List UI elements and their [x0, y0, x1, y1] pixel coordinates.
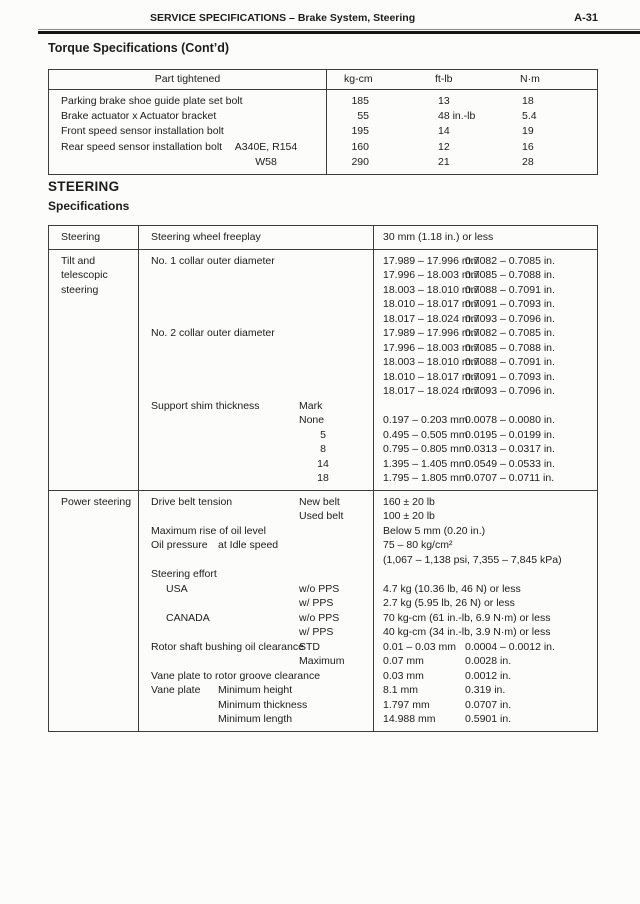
spec-value-inch: 0.319 in.: [465, 684, 506, 696]
spec-value: 40 kg-cm (34 in.-lb, 3.9 N·m) or less: [383, 626, 551, 638]
steering-spec-row: [139, 355, 597, 370]
steering-spec-row: [139, 384, 597, 399]
spec-condition-label: Mark: [299, 399, 323, 412]
steering-spec-row: [139, 312, 597, 327]
torque-value-kgcm: 185: [351, 95, 369, 107]
steering-spec-row: [139, 524, 597, 539]
spec-value-inch: 0.5901 in.: [465, 713, 512, 725]
spec-condition-label: w/ PPS: [299, 626, 334, 638]
steering-spec-row: [139, 654, 597, 669]
steering-spec-row: [139, 254, 597, 269]
steering-section-heading: STEERING: [48, 179, 120, 194]
spec-item-label: Maximum rise of oil level: [151, 524, 266, 537]
steering-spec-row: [139, 640, 597, 655]
header-rule: [38, 29, 640, 34]
spec-value-inch: 0.7093 – 0.7096 in.: [465, 312, 555, 325]
torque-value-kgcm: 55: [357, 110, 369, 123]
spec-value: Below 5 mm (0.20 in.): [383, 524, 486, 537]
spec-item-label: Rotor shaft bushing oil clearance: [151, 640, 304, 653]
steering-spec-row: [139, 509, 597, 524]
steering-spec-row: [139, 442, 597, 457]
spec-value: (1,067 – 1,138 psi, 7,355 – 7,845 kPa): [383, 553, 562, 566]
torque-col-part: Part tightened: [154, 73, 221, 85]
spec-value-inch: 0.0313 – 0.0317 in.: [465, 443, 555, 455]
spec-condition-label: Used belt: [299, 510, 344, 522]
steering-table: [48, 225, 598, 732]
spec-value-metric: 0.07 mm: [383, 655, 424, 667]
steering-spec-row: [139, 413, 597, 428]
steering-spec-row: [139, 297, 597, 312]
spec-value: 4.7 kg (10.36 lb, 46 N) or less: [383, 582, 521, 595]
spec-value-inch: 0.7082 – 0.7085 in.: [465, 254, 555, 267]
spec-condition-label: w/o PPS: [299, 611, 340, 624]
torque-value-kgcm: 160: [351, 140, 369, 153]
steering-category-cell: [49, 250, 139, 490]
page-number: A-31: [574, 12, 598, 24]
spec-item-label: No. 2 collar outer diameter: [151, 327, 275, 339]
steering-spec-row: [139, 611, 597, 626]
torque-variant-label: A340E, R154: [234, 140, 298, 153]
steering-spec-row: [139, 567, 597, 582]
header-rule-thin: [38, 29, 640, 30]
spec-value-inch: 0.7093 – 0.7096 in.: [465, 385, 555, 397]
steering-column-divider: [373, 250, 374, 490]
steering-spec-row: [139, 553, 597, 568]
torque-variant-label: W58: [255, 155, 277, 168]
spec-value-metric: 0.197 – 0.203 mm: [383, 414, 468, 426]
steering-spec-row: [139, 471, 597, 486]
spec-value-metric: 18.017 – 18.024 mm: [383, 385, 480, 397]
spec-value-inch: 0.7091 – 0.7093 in.: [465, 298, 555, 310]
spec-item-label: Drive belt tension: [151, 495, 233, 508]
spec-condition-label: Maximum: [299, 655, 345, 667]
spec-value-inch: 0.7091 – 0.7093 in.: [465, 370, 555, 383]
spec-value-inch: 0.0028 in.: [465, 655, 512, 667]
torque-table-row: [49, 109, 597, 124]
steering-spec-row: [139, 268, 597, 283]
spec-value-metric: 8.1 mm: [383, 684, 419, 696]
steering-column-divider: [373, 491, 374, 731]
torque-value-nm: 18: [522, 95, 534, 107]
steering-spec-row: [139, 495, 597, 510]
steering-group: [49, 490, 597, 731]
spec-value-metric: 0.795 – 0.805 mm: [383, 443, 468, 455]
spec-value-metric: 18.010 – 18.017 mm: [383, 370, 480, 383]
steering-spec-row: [139, 370, 597, 385]
specifications-subheading: Specifications: [48, 199, 130, 213]
spec-value-metric: 18.003 – 18.010 mm: [383, 356, 480, 368]
steering-category-line: telescopic: [61, 269, 108, 281]
steering-category-cell: [49, 491, 139, 731]
torque-part-name: Brake actuator x Actuator bracket: [61, 110, 217, 123]
torque-part-name: Parking brake shoe guide plate set bolt: [61, 95, 243, 107]
spec-item-label: Oil pressure: [151, 539, 208, 551]
spec-value-metric: 17.996 – 18.003 mm: [383, 341, 480, 354]
torque-value-kgcm: 290: [351, 155, 369, 168]
spec-value-metric: 0.03 mm: [383, 669, 424, 682]
torque-value-nm: 5.4: [522, 110, 537, 123]
spec-value-metric: 17.989 – 17.996 mm: [383, 327, 480, 339]
steering-spec-row: [139, 230, 597, 245]
spec-condition-label: 5: [320, 428, 326, 441]
torque-value-nm: 19: [522, 125, 534, 138]
steering-group-rows: [139, 250, 597, 490]
spec-value-metric: 1.395 – 1.405 mm: [383, 457, 468, 470]
steering-group-rows: [139, 226, 597, 249]
torque-value-ftlb: 48 in.-lb: [438, 110, 476, 123]
spec-value-inch: 0.0549 – 0.0533 in.: [465, 457, 555, 470]
spec-condition-label: 14: [317, 457, 329, 470]
steering-spec-row: [139, 341, 597, 356]
spec-value-inch: 0.0707 – 0.0711 in.: [465, 472, 555, 484]
spec-value-metric: 17.989 – 17.996 mm: [383, 254, 480, 267]
steering-category-line: Tilt and: [61, 254, 96, 267]
spec-value-inch: 0.0078 – 0.0080 in.: [465, 414, 555, 426]
spec-value-inch: 0.0004 – 0.0012 in.: [465, 640, 555, 653]
spec-item-label: USA: [166, 582, 188, 595]
spec-item-label: Vane plate: [151, 684, 201, 696]
spec-value: 100 ± 20 lb: [383, 510, 435, 522]
steering-group: [49, 226, 597, 249]
spec-item-sublabel: Minimum length: [218, 713, 293, 725]
steering-spec-row: [139, 712, 597, 727]
torque-value-nm: 28: [522, 155, 534, 168]
torque-value-ftlb: 12: [438, 140, 450, 153]
spec-condition-label: 18: [317, 472, 329, 484]
spec-value-inch: 0.7085 – 0.7088 in.: [465, 269, 555, 281]
header-rule-thick: [38, 31, 640, 34]
spec-value-metric: 18.017 – 18.024 mm: [383, 312, 480, 325]
torque-part-name: Front speed sensor installation bolt: [61, 125, 224, 138]
torque-value-ftlb: 21: [438, 155, 450, 168]
steering-spec-row: [139, 669, 597, 684]
steering-spec-row: [139, 326, 597, 341]
steering-spec-row: [139, 538, 597, 553]
steering-spec-row: [139, 283, 597, 298]
torque-value-nm: 16: [522, 140, 534, 153]
spec-condition-label: w/o PPS: [299, 582, 340, 595]
torque-table-body: [49, 90, 597, 174]
steering-category-cell: [49, 226, 139, 249]
spec-value-metric: 18.010 – 18.017 mm: [383, 298, 480, 310]
spec-value-metric: 14.988 mm: [383, 713, 436, 725]
torque-section-heading: Torque Specifications (Cont’d): [48, 41, 230, 55]
spec-value-metric: 0.495 – 0.505 mm: [383, 428, 468, 441]
steering-spec-row: [139, 625, 597, 640]
spec-item-sublabel: at Idle speed: [218, 539, 279, 551]
spec-condition-label: w/ PPS: [299, 597, 334, 609]
spec-item-label: Vane plate to rotor groove clearance: [151, 669, 321, 682]
torque-part-name: Rear speed sensor installation bolt: [61, 140, 223, 153]
torque-col-nm: N·m: [520, 73, 540, 85]
steering-spec-row: [139, 698, 597, 713]
spec-item-label: Steering effort: [151, 568, 217, 580]
spec-value-inch: 0.7088 – 0.7091 in.: [465, 283, 555, 296]
steering-category-line: steering: [61, 283, 99, 296]
steering-category-line: Power steering: [61, 495, 132, 508]
spec-condition-label: 8: [320, 443, 326, 455]
spec-value-inch: 0.0195 – 0.0199 in.: [465, 428, 555, 441]
steering-spec-row: [139, 457, 597, 472]
spec-value-metric: 1.795 – 1.805 mm: [383, 472, 468, 484]
spec-value-metric: 17.996 – 18.003 mm: [383, 269, 480, 281]
torque-value-ftlb: 13: [438, 95, 450, 107]
spec-value-inch: 0.7088 – 0.7091 in.: [465, 356, 555, 368]
spec-condition-label: New belt: [299, 495, 340, 508]
torque-value-kgcm: 195: [351, 125, 369, 138]
torque-col-ftlb: ft-lb: [435, 73, 453, 85]
spec-item-label: CANADA: [166, 611, 210, 624]
torque-value-ftlb: 14: [438, 125, 450, 138]
header-section-subtitle: – Brake System, Steering: [286, 12, 416, 24]
torque-table-row: [49, 140, 597, 155]
spec-value-inch: 0.7085 – 0.7088 in.: [465, 341, 555, 354]
torque-table: [48, 69, 598, 175]
spec-item-label: No. 1 collar outer diameter: [151, 254, 275, 267]
steering-spec-row: [139, 428, 597, 443]
steering-category-line: Steering: [61, 231, 101, 243]
spec-value-inch: 0.0707 in.: [465, 698, 512, 711]
steering-column-divider: [373, 226, 374, 249]
header-section-name: SERVICE SPECIFICATIONS: [150, 12, 287, 24]
steering-group-rows: [139, 491, 597, 731]
spec-value-inch: 0.0012 in.: [465, 669, 512, 682]
torque-table-row: [49, 155, 597, 170]
steering-spec-row: [139, 582, 597, 597]
page-header-title: [150, 12, 415, 24]
torque-table-header: [49, 70, 597, 90]
spec-value-metric: 18.003 – 18.010 mm: [383, 283, 480, 296]
steering-spec-row: [139, 596, 597, 611]
torque-col-kgcm: kg-cm: [344, 73, 373, 85]
spec-item-sublabel: Minimum thickness: [218, 698, 308, 711]
spec-item-label: Support shim thickness: [151, 399, 260, 412]
steering-spec-row: [139, 683, 597, 698]
torque-table-row: [49, 124, 597, 139]
spec-value: 2.7 kg (5.95 lb, 26 N) or less: [383, 597, 515, 609]
spec-value: 70 kg-cm (61 in.-lb, 6.9 N·m) or less: [383, 611, 551, 624]
steering-group: [49, 249, 597, 490]
spec-value: 160 ± 20 lb: [383, 495, 435, 508]
spec-item-sublabel: Minimum height: [218, 684, 293, 696]
spec-value: 30 mm (1.18 in.) or less: [383, 231, 494, 243]
spec-condition-label: STD: [299, 640, 320, 653]
torque-table-row: [49, 94, 597, 109]
spec-value: 75 – 80 kg/cm²: [383, 539, 453, 551]
spec-item-label: Steering wheel freeplay: [151, 231, 261, 243]
spec-value-inch: 0.7082 – 0.7085 in.: [465, 327, 555, 339]
spec-value-metric: 0.01 – 0.03 mm: [383, 640, 456, 653]
steering-spec-row: [139, 399, 597, 414]
spec-condition-label: None: [299, 414, 325, 426]
spec-value-metric: 1.797 mm: [383, 698, 430, 711]
